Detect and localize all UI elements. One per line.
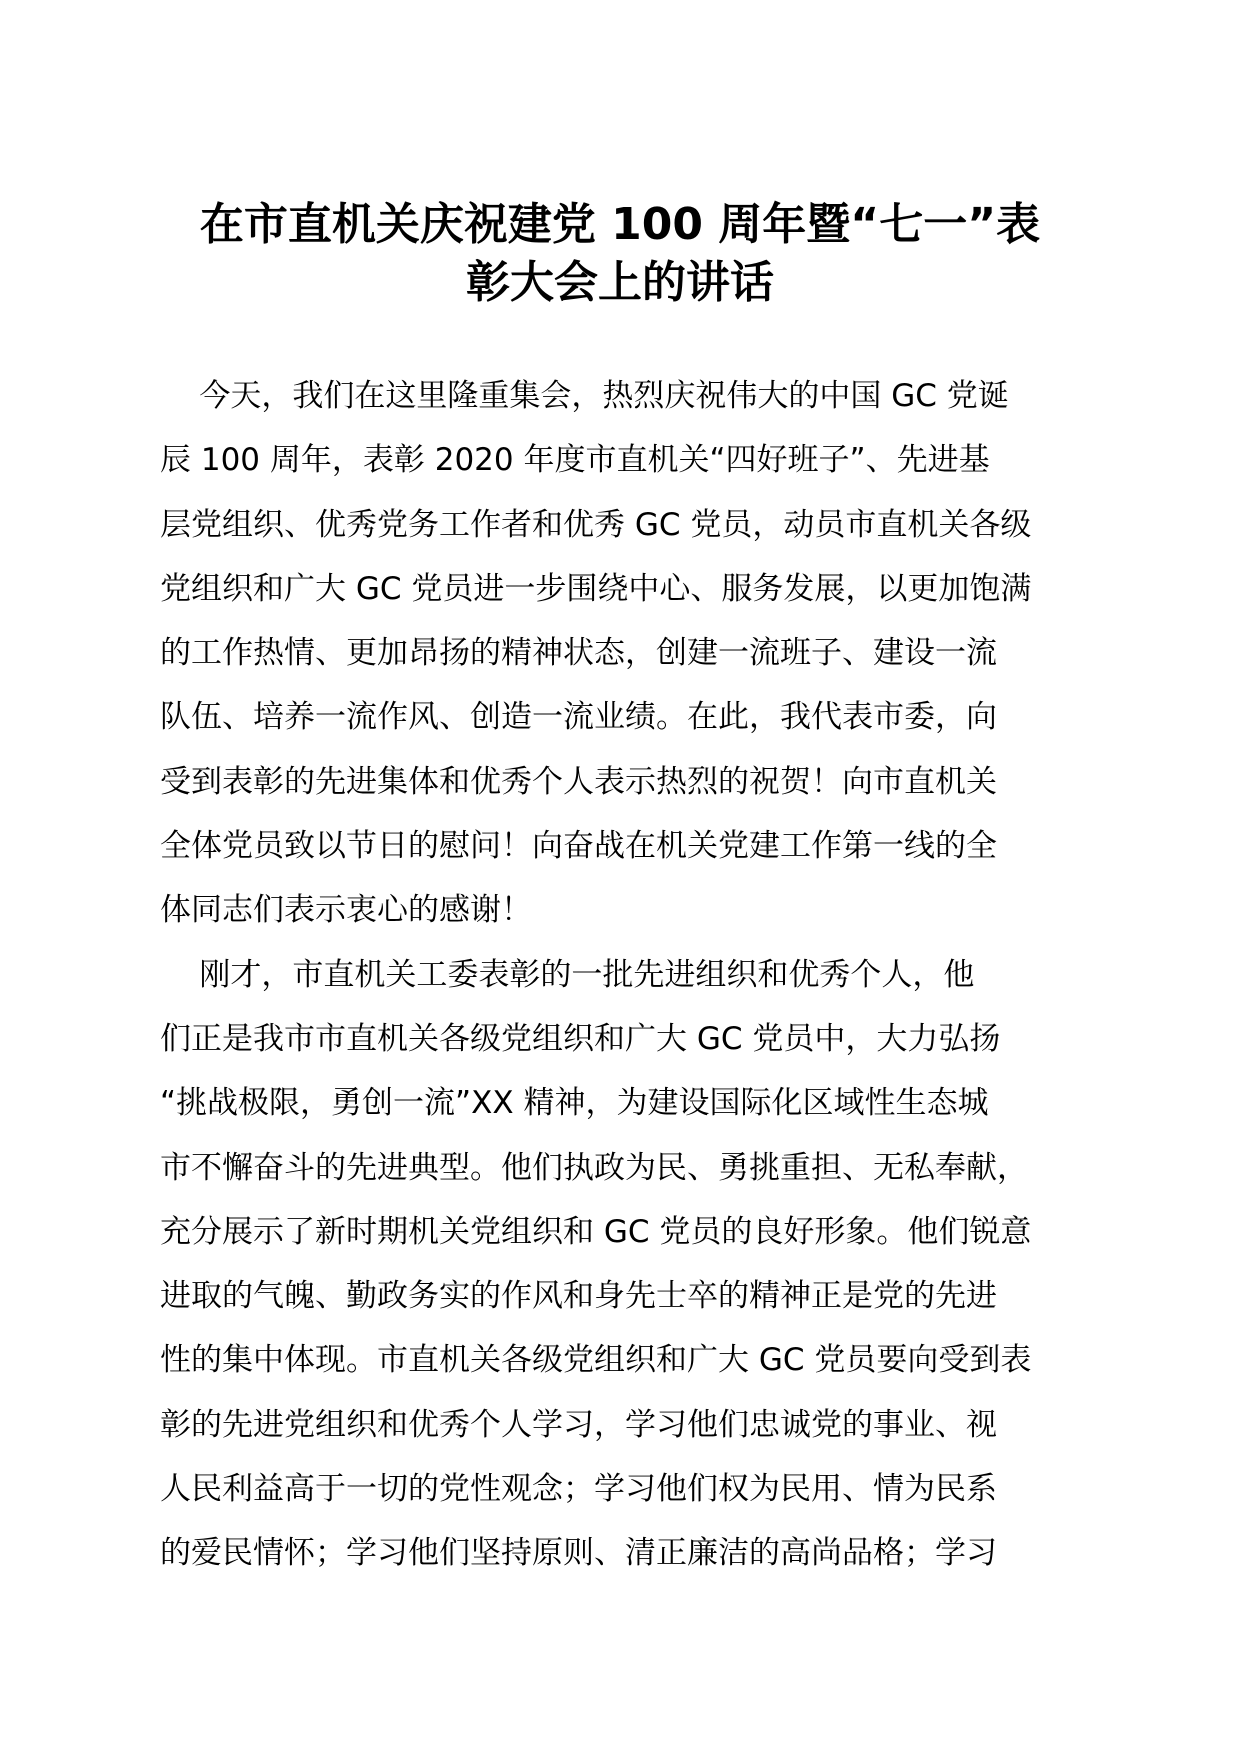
body-line: 的工作热情、更加昂扬的精神状态，创建一流班子、建设一流 xyxy=(160,635,997,672)
title-line: 在市直机关庆祝建党 100 周年暨“七一”表 xyxy=(199,199,1041,250)
body-line: 市不懈奋斗的先进典型。他们执政为民、勇挑重担、无私奉献， xyxy=(160,1149,1028,1186)
body-line: 进取的气魄、勤政务实的作风和身先士卒的精神正是党的先进 xyxy=(160,1278,997,1315)
body-line: 性的集中体现。市直机关各级党组织和广大 GC 党员要向受到表 xyxy=(160,1342,1032,1379)
document-body xyxy=(160,364,1120,1586)
title-line: 彰大会上的讲话 xyxy=(466,257,774,308)
body-line: 党组织和广大 GC 党员进一步围绕中心、服务发展，以更加饱满 xyxy=(160,570,1032,607)
body-line: “挑战极限，勇创一流”XX 精神，为建设国际化区域性生态城 xyxy=(160,1085,989,1122)
body-line: 全体党员致以节日的慰问！向奋战在机关党建工作第一线的全 xyxy=(160,828,997,865)
body-line: 充分展示了新时期机关党组织和 GC 党员的良好形象。他们锐意 xyxy=(160,1213,1032,1250)
body-line: 辰 100 周年，表彰 2020 年度市直机关“四好班子”、先进基 xyxy=(160,442,990,479)
body-line: 体同志们表示衷心的感谢！ xyxy=(160,892,532,929)
body-line: 的爱民情怀；学习他们坚持原则、清正廉洁的高尚品格；学习 xyxy=(160,1535,997,1572)
body-line: 受到表彰的先进集体和优秀个人表示热烈的祝贺！向市直机关 xyxy=(160,763,997,800)
body-line: 今天，我们在这里隆重集会，热烈庆祝伟大的中国 GC 党诞 xyxy=(160,378,1009,414)
body-line: 人民利益高于一切的党性观念；学习他们权为民用、情为民系 xyxy=(160,1471,997,1508)
body-line: 刚才，市直机关工委表彰的一批先进组织和优秀个人，他 xyxy=(160,956,975,993)
body-line: 层党组织、优秀党务工作者和优秀 GC 党员，动员市直机关各级 xyxy=(160,506,1032,543)
body-line: 队伍、培养一流作风、创造一流业绩。在此，我代表市委，向 xyxy=(160,699,997,736)
body-line: 彰的先进党组织和优秀个人学习，学习他们忠诚党的事业、视 xyxy=(160,1406,997,1443)
document-title xyxy=(160,196,1080,312)
body-line: 们正是我市市直机关各级党组织和广大 GC 党员中，大力弘扬 xyxy=(160,1020,1001,1057)
